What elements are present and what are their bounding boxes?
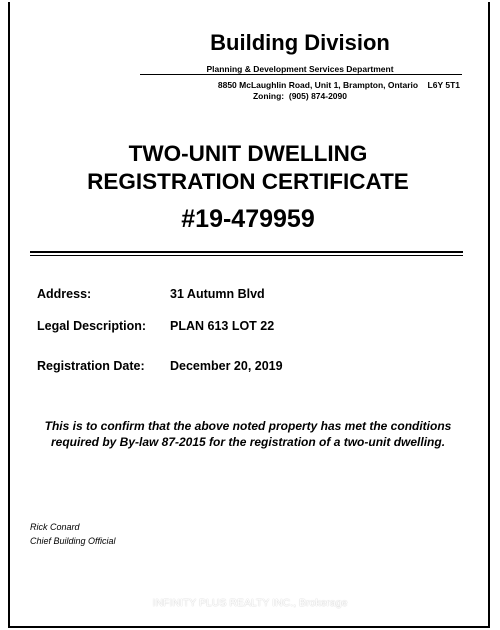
office-address: 8850 McLaughlin Road, Unit 1, Brampton, Ontario L6Y 5T1 [217, 80, 460, 90]
certificate-title-line1: TWO-UNIT DWELLING [128, 141, 368, 166]
department-name: Planning & Development Services Department [206, 64, 394, 74]
certificate-title [20, 140, 476, 196]
division-title: Building Division [210, 30, 390, 55]
zoning-phone: Zoning: (905) 874-2090 [252, 91, 347, 101]
page-border-bottom [8, 626, 490, 628]
title-divider-thin [30, 255, 463, 256]
confirmation-line1: This is to confirm that the above noted property has met the conditions [44, 419, 452, 433]
confirmation-line2: required by By-law 87-2015 for the registration of a two-unit dwelling. [50, 435, 446, 449]
legal-description-value: PLAN 613 LOT 22 [170, 319, 275, 333]
signatory-name: Rick Conard [30, 522, 80, 532]
certificate-number: #19-479959 [181, 205, 315, 233]
address-value: 31 Autumn Blvd [170, 287, 265, 301]
header-divider [140, 74, 462, 75]
signatory-title: Chief Building Official [30, 536, 116, 546]
registration-date-label: Registration Date: [37, 359, 145, 373]
brokerage-watermark: INFINITY PLUS REALTY INC., Brokerage [152, 597, 348, 609]
registration-date-value: December 20, 2019 [170, 359, 283, 373]
legal-description-label: Legal Description: [37, 319, 147, 333]
address-label: Address: [37, 287, 92, 301]
certificate-title-line2: REGISTRATION CERTIFICATE [87, 169, 409, 194]
confirmation-statement [20, 418, 476, 450]
title-divider-thick [30, 251, 463, 253]
